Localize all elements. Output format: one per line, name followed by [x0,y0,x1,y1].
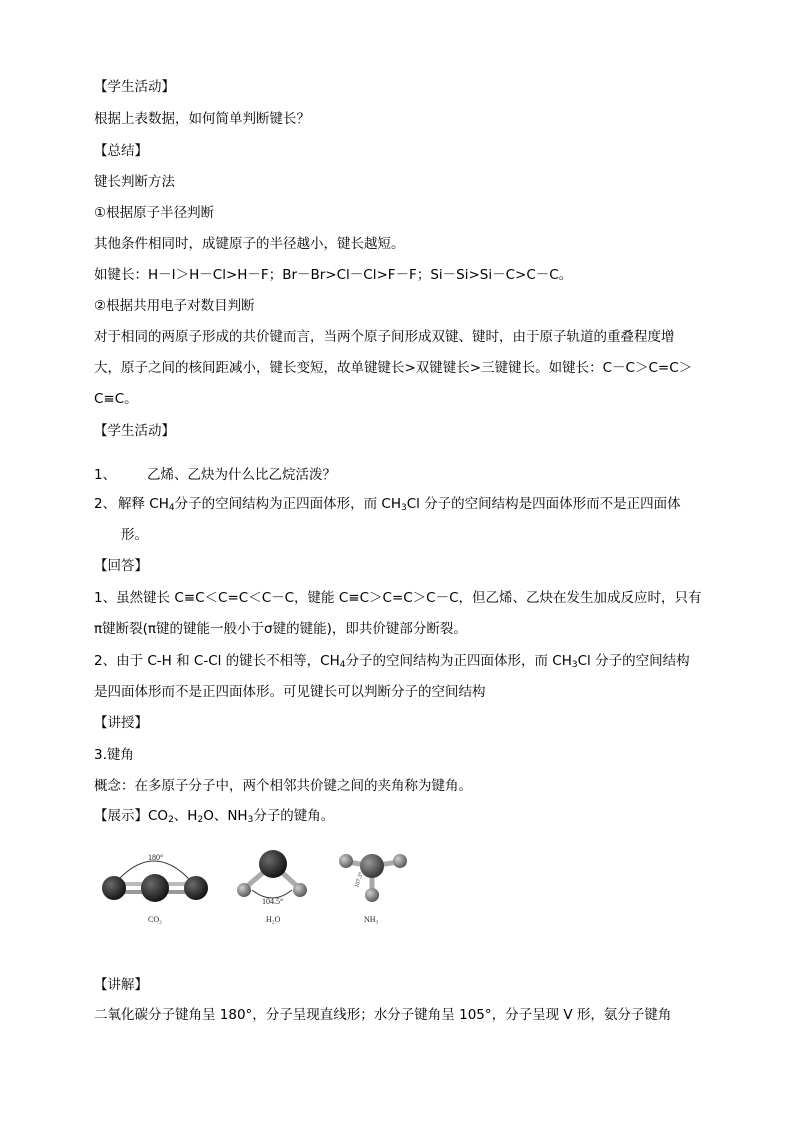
question-1-text: 乙烯、乙炔为什么比乙烷活泼？ [147,467,336,483]
h2o-oxygen [259,850,287,878]
nh3-hydrogen-right [393,854,407,868]
heading-summary: 【总结】 [94,143,148,159]
co2-label: CO₂ [148,915,162,924]
paragraph-bond-angle-explanation: 二氧化碳分子键角呈 180°，分子呈现直线形；水分子键角呈 105°，分子呈现 V 形，氨分子键角 [94,1007,672,1023]
heading-student-activity-2: 【学生活动】 [94,423,175,439]
nh3-label: NH₃ [364,915,379,924]
co2-oxygen-right [184,876,208,900]
paragraph-shared-pairs-1: 对于相同的两原子形成的共价键而言，当两个原子间形成双键、键时，由于原子轨道的重叠程度增 [94,329,675,345]
answer-1-line-1: 1、虽然键长 C≡C＜C=C＜C－C，键能 C≡C＞C=C＞C－C，但乙烯、乙炔在发生加成反应时，只有 [94,590,702,606]
co2-carbon [141,874,169,902]
h2o-hydrogen-left [237,883,251,897]
molecule-figure [96,840,426,928]
co2-model [102,853,208,924]
section-bond-angle: 3.键角 [94,747,134,763]
nh3-hydrogen-bottom [365,888,379,902]
nh3-hydrogen-left [339,854,353,868]
h2o-model [237,850,307,924]
h2o-angle-label: 104.5° [262,897,284,906]
paragraph-method-1: ①根据原子半径判断 [94,205,215,221]
paragraph-radius-rule: 其他条件相同时，成键原子的半径越小，键长越短。 [94,236,405,252]
question-2-number: 2、 [94,496,117,512]
heading-answer: 【回答】 [94,558,148,574]
nh3-model [339,854,407,924]
question-1-number: 1、 [94,467,117,483]
h2o-hydrogen-right [293,883,307,897]
h2o-label: H₂O [266,915,281,924]
question-1 [94,465,336,485]
paragraph-shared-pairs-3: C≡C。 [94,391,138,407]
question-2-continuation: 形。 [121,527,148,543]
heading-explanation: 【讲解】 [94,977,148,993]
paragraph-shared-pairs-2: 大，原子之间的核间距减小，键长变短，故单键键长>双键键长>三键键长。如键长：C－C＞C=C＞ [94,360,693,376]
paragraph-method-2: ②根据共用电子对数目判断 [94,298,255,314]
heading-lecture: 【讲授】 [94,715,148,731]
answer-2-line-1: 2、由于 C-H 和 C-Cl 的键长不相等，$CH_4$分子的空间结构为正四面体形，而 $CH_3Cl$ 分子的空间结构 [94,653,690,670]
heading-student-activity-1: 【学生活动】 [94,79,175,95]
co2-angle-label: 180° [148,853,164,862]
paragraph-method-title: 键长判断方法 [94,174,175,190]
paragraph-bond-angle-concept: 概念：在多原子分子中，两个相邻共价键之间的夹角称为键角。 [94,778,472,794]
question-2: 2、 解释 $CH_4$分子的空间结构为正四面体形，而 $CH_3Cl$ 分子的空间结构是四面体形而不是正四面体 [94,496,681,513]
answer-1-line-2: π键断裂(π键的键能一般小于σ键的键能)，即共价键部分断裂。 [94,621,467,637]
paragraph-bond-length-example: 如键长：H－I＞H－Cl>H－F；Br－Br>Cl－Cl>F－F；Si－Si>Si－C>C－C。 [94,267,573,283]
answer-2-line-2: 是四面体形而不是正四面体形。可见键长可以判断分子的空间结构 [94,684,486,700]
co2-oxygen-left [102,876,126,900]
paragraph-question: 根据上表数据，如何简单判断键长？ [94,111,310,127]
paragraph-show: 【展示】$CO_2$、$H_2O$、$NH_3$分子的键角。 [94,808,335,825]
nh3-angle-label: 107.3° [354,871,365,889]
